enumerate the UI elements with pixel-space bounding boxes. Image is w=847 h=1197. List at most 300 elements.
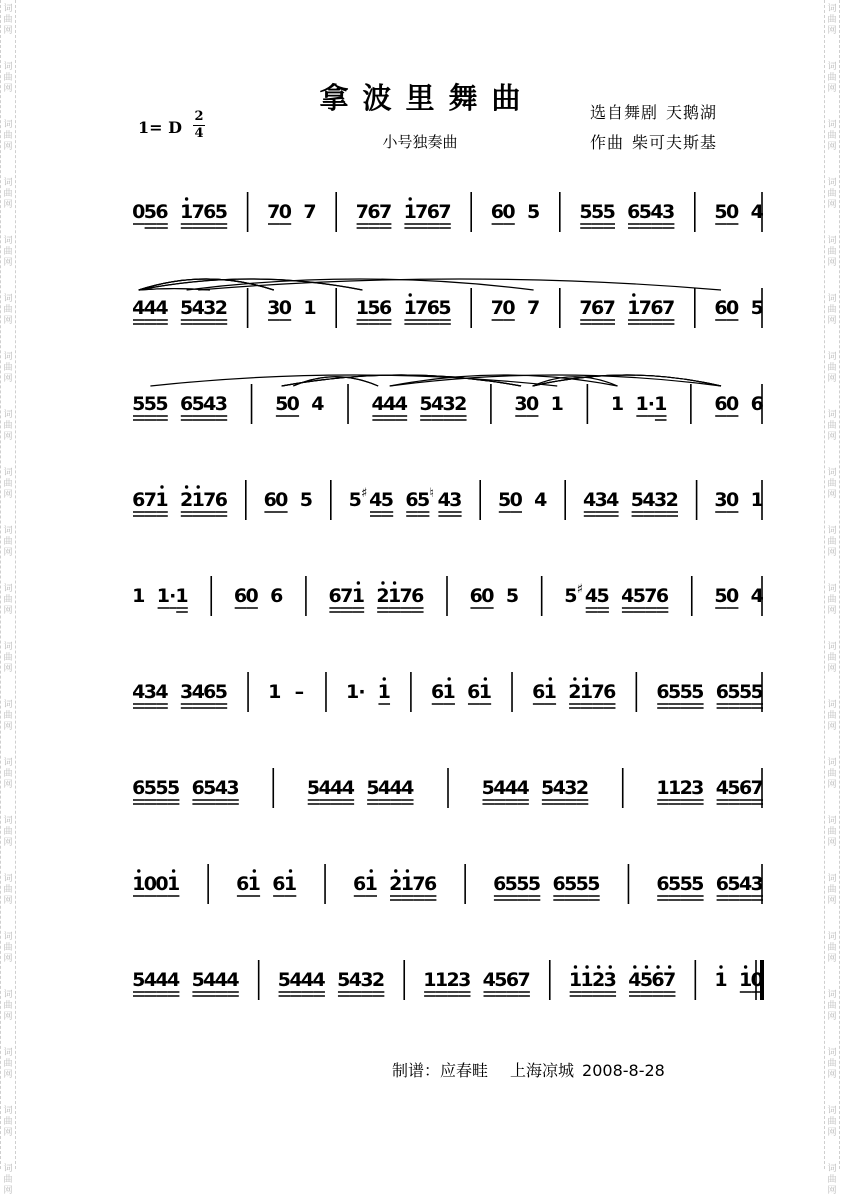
octave-dot — [394, 869, 397, 872]
watermark-text: 词 曲 网 — [3, 1048, 13, 1080]
note: 6 — [203, 681, 217, 703]
note: 1 — [635, 393, 649, 415]
note: 7 — [378, 201, 393, 223]
octave-dot — [406, 869, 409, 872]
note: 7 — [663, 969, 677, 991]
octave-dot — [574, 965, 577, 968]
octave-dot — [447, 677, 450, 680]
note: 6 — [656, 681, 670, 703]
note: 3 — [143, 681, 158, 703]
note: 4 — [389, 777, 403, 799]
note: 6 — [328, 585, 342, 607]
note: 2 — [568, 681, 582, 703]
note: 1 — [155, 489, 169, 511]
watermark-text: 词 曲 网 — [3, 4, 13, 36]
note: 4 — [300, 969, 315, 991]
note: 4 — [311, 393, 325, 415]
note: 1 — [283, 873, 298, 895]
note: 7 — [355, 201, 370, 223]
note: 7 — [267, 201, 281, 223]
note: 4 — [226, 969, 240, 991]
note: 5 — [596, 585, 610, 607]
note: 1 — [175, 585, 189, 607]
note: 6 — [651, 969, 665, 991]
watermark-text: 词 曲 网 — [827, 642, 837, 674]
note: 5 — [575, 873, 589, 895]
note: 6 — [552, 873, 566, 895]
note: 5 — [179, 297, 194, 319]
rest: 0 — [526, 393, 540, 415]
note: 5 — [527, 873, 542, 895]
note: 5 — [587, 873, 601, 895]
rest: 0 — [502, 297, 516, 319]
octave-dot — [656, 965, 659, 968]
watermark-text: 词 曲 网 — [827, 294, 837, 326]
octave-dot — [484, 677, 487, 680]
note: 1 — [568, 969, 583, 991]
note: 4 — [341, 777, 355, 799]
note: 4 — [383, 393, 397, 415]
octave-dot — [549, 677, 552, 680]
note: 1 — [579, 681, 594, 703]
rest: 0 — [725, 489, 740, 511]
note: 6 — [627, 201, 641, 223]
note: 4 — [214, 777, 229, 799]
rest: 0 — [132, 201, 146, 223]
note: 4 — [143, 297, 158, 319]
watermark-text: 词 曲 网 — [827, 990, 837, 1022]
watermark-text: 词 曲 网 — [3, 120, 13, 152]
note: 3 — [179, 681, 194, 703]
note: 2 — [446, 969, 460, 991]
accidental-sharp: ♯ — [576, 582, 584, 597]
note: 4 — [482, 969, 496, 991]
note: 1 — [364, 873, 378, 895]
note: 2 — [454, 393, 468, 415]
watermark-text: 词 曲 网 — [3, 236, 13, 268]
note: 6 — [532, 681, 546, 703]
note: 1 — [132, 585, 146, 607]
note: 1 — [132, 873, 146, 895]
note: 4 — [348, 969, 362, 991]
watermark-text: 词 曲 网 — [827, 120, 837, 152]
note: 5 — [504, 873, 518, 895]
note: 4 — [143, 969, 158, 991]
rest: 0 — [245, 585, 259, 607]
note: 5 — [132, 393, 146, 415]
note: 7 — [644, 585, 658, 607]
note: 7 — [661, 297, 676, 319]
watermark-text: 词 曲 网 — [3, 758, 13, 790]
note: 1 — [714, 969, 728, 991]
note: 3 — [714, 489, 728, 511]
note: 5 — [306, 777, 321, 799]
note: 6 — [272, 873, 286, 895]
note: 1 — [179, 201, 194, 223]
octave-dot — [719, 965, 722, 968]
note: 7 — [591, 681, 605, 703]
note: 4 — [394, 393, 408, 415]
watermark-text: 词 曲 网 — [827, 1106, 837, 1138]
source-value: 天鹅湖 — [666, 103, 718, 122]
note: 1 — [355, 297, 370, 319]
watermark-text: 词 曲 网 — [3, 700, 13, 732]
rest: 0 — [502, 201, 516, 223]
note: 4 — [582, 489, 597, 511]
octave-dot — [585, 677, 588, 680]
note: 5 — [143, 777, 158, 799]
note: 5 — [526, 201, 541, 223]
note: 5 — [497, 489, 512, 511]
note: 2 — [679, 777, 693, 799]
note: 4 — [166, 969, 181, 991]
watermark-text: 词 曲 网 — [827, 874, 837, 906]
note: 5 — [203, 777, 217, 799]
note: 5 — [438, 297, 452, 319]
watermark-text: 词 曲 网 — [3, 410, 13, 442]
note: 5 — [750, 681, 764, 703]
note: 1 — [351, 585, 365, 607]
score-title: 拿波里舞曲 — [319, 81, 535, 115]
note: 5 — [632, 585, 646, 607]
octave-dot — [645, 965, 648, 968]
note: 6 — [715, 681, 730, 703]
octave-dot — [573, 677, 576, 680]
note: 1 — [403, 297, 417, 319]
accidental-natural: ♮ — [429, 486, 435, 501]
rest: 0 — [509, 489, 523, 511]
note: 5 — [638, 201, 653, 223]
watermark-text: 词 曲 网 — [3, 62, 13, 94]
rest: 0 — [143, 873, 158, 895]
note: 1 — [656, 777, 670, 799]
note: 1 — [403, 201, 417, 223]
note: 5 — [691, 681, 705, 703]
note: 4 — [191, 297, 205, 319]
watermark-text: 词 曲 网 — [827, 526, 837, 558]
note: 5 — [667, 681, 682, 703]
note: 1 — [423, 969, 437, 991]
note: 3 — [226, 777, 240, 799]
note: 4 — [371, 393, 385, 415]
note: 4 — [132, 681, 146, 703]
note: 5 — [727, 777, 741, 799]
rest: 0 — [278, 201, 293, 223]
note: 5 — [630, 489, 645, 511]
watermark-text: 词 曲 网 — [3, 990, 13, 1022]
note: 5 — [299, 489, 314, 511]
watermark-text: 词 曲 网 — [827, 700, 837, 732]
slur-arc — [198, 279, 721, 290]
note: 6 — [179, 393, 194, 415]
transcription-credit — [392, 1058, 665, 1081]
note: 7 — [517, 969, 531, 991]
note: 3 — [661, 201, 676, 223]
note: 5 — [348, 489, 362, 511]
dot-mark: · — [358, 681, 366, 703]
note: 7 — [490, 297, 505, 319]
note: 5 — [214, 681, 229, 703]
watermark-text: 词 曲 网 — [3, 178, 13, 210]
note: 1 — [191, 489, 205, 511]
note: 3 — [267, 297, 281, 319]
note: 6 — [467, 681, 481, 703]
note: 3 — [360, 969, 374, 991]
note: 3 — [603, 969, 617, 991]
note: 3 — [594, 489, 608, 511]
note: 3 — [203, 297, 217, 319]
note: 6 — [236, 873, 250, 895]
watermark-text: 词 曲 网 — [3, 526, 13, 558]
note: 6 — [203, 201, 217, 223]
watermark-text: 词 曲 网 — [3, 294, 13, 326]
note: 6 — [714, 297, 728, 319]
octave-dot — [185, 485, 188, 488]
note: 2 — [376, 585, 390, 607]
note: 6 — [378, 297, 393, 319]
octave-dot — [185, 197, 188, 200]
octave-dot — [137, 869, 140, 872]
note: 4 — [214, 969, 229, 991]
note: 6 — [738, 777, 753, 799]
note: 5 — [602, 201, 616, 223]
octave-dot — [160, 485, 163, 488]
note: 5 — [727, 681, 741, 703]
time-signature-top: 2 — [194, 109, 204, 124]
watermark-text: 词 曲 网 — [3, 932, 13, 964]
note: 4 — [155, 297, 169, 319]
note: 6 — [155, 201, 169, 223]
note: 1 — [580, 969, 594, 991]
watermark-text: 词 曲 网 — [827, 584, 837, 616]
note: 7 — [412, 873, 426, 895]
note: 2 — [214, 297, 229, 319]
note: 6 — [191, 777, 205, 799]
note: 5 — [275, 393, 289, 415]
note: 6 — [405, 489, 419, 511]
watermark-text: 词 曲 网 — [827, 4, 837, 36]
note: 4 — [203, 393, 217, 415]
octave-dot — [253, 869, 256, 872]
rest: 0 — [725, 297, 740, 319]
note: 6 — [367, 201, 381, 223]
watermark-text: 词 曲 网 — [3, 468, 13, 500]
note: 1 — [387, 585, 402, 607]
note: 6 — [590, 297, 605, 319]
note: 3 — [750, 873, 764, 895]
watermark-text: 词 曲 网 — [827, 236, 837, 268]
note: 1 — [247, 873, 261, 895]
note: 5 — [505, 585, 520, 607]
note: 2 — [371, 969, 386, 991]
transcriber-name: 应春畦 — [440, 1061, 489, 1080]
note: 5 — [337, 969, 351, 991]
watermark-text: 词 曲 网 — [827, 932, 837, 964]
note: 4 — [401, 777, 415, 799]
note: 4 — [377, 777, 392, 799]
note: 4 — [606, 489, 620, 511]
note: 7 — [750, 777, 764, 799]
note: 5 — [639, 969, 654, 991]
note: 6 — [426, 201, 441, 223]
note: 5 — [679, 681, 693, 703]
note: 3 — [442, 393, 456, 415]
note: 5 — [590, 201, 605, 223]
note: 4 — [516, 777, 530, 799]
dot-mark: · — [647, 393, 656, 415]
note: 6 — [263, 489, 277, 511]
octave-dot — [585, 965, 588, 968]
note: 2 — [665, 489, 679, 511]
note: 4 — [289, 969, 303, 991]
rest: 0 — [750, 969, 764, 991]
octave-dot — [633, 965, 636, 968]
octave-dot — [383, 677, 386, 680]
watermark-text: 词 曲 网 — [827, 410, 837, 442]
note: 3 — [653, 489, 668, 511]
note: 6 — [411, 585, 425, 607]
rest: 0 — [481, 585, 495, 607]
note: 6 — [490, 201, 505, 223]
accidental-sharp: ♯ — [361, 486, 368, 501]
note: 2 — [592, 969, 606, 991]
note: 7 — [526, 297, 541, 319]
note: 5 — [481, 777, 495, 799]
note: 1 — [667, 777, 682, 799]
note: 6 — [132, 777, 146, 799]
note: 2 — [179, 489, 194, 511]
note: 7 — [191, 201, 205, 223]
note: 6 — [352, 873, 367, 895]
octave-dot — [597, 965, 600, 968]
note: 4 — [628, 969, 642, 991]
octave-dot — [289, 869, 292, 872]
dot-mark: · — [169, 585, 177, 607]
note: 7 — [638, 297, 653, 319]
note: 3 — [564, 777, 578, 799]
note: 6 — [656, 873, 670, 895]
rest: 0 — [155, 873, 169, 895]
transcription-place: 上海凉城 — [510, 1061, 575, 1080]
note: 5 — [143, 393, 158, 415]
note: 1 — [346, 681, 360, 703]
note: 1 — [478, 681, 492, 703]
octave-dot — [744, 965, 747, 968]
note: 4 — [642, 489, 656, 511]
note: 5 — [380, 489, 395, 511]
note: 4 — [504, 777, 519, 799]
note: 6 — [715, 873, 730, 895]
octave-dot — [370, 869, 373, 872]
note: 1 — [166, 873, 181, 895]
composer-value: 柴可夫斯基 — [632, 133, 718, 152]
note: 4 — [650, 201, 664, 223]
note: 4 — [330, 777, 344, 799]
watermark-text: 词 曲 网 — [827, 1164, 837, 1196]
note: 4 — [369, 489, 383, 511]
note: 5 — [132, 969, 146, 991]
note: 5 — [714, 585, 728, 607]
note: 5 — [667, 873, 682, 895]
note: 5 — [564, 873, 578, 895]
watermark-text: 词 曲 网 — [3, 584, 13, 616]
octave-dot — [357, 581, 360, 584]
note: 6 — [426, 297, 441, 319]
note: 4 — [493, 777, 507, 799]
note: 6 — [750, 393, 764, 415]
note: 3 — [691, 777, 705, 799]
note: 4 — [155, 681, 169, 703]
note: 5 — [579, 201, 593, 223]
note: 4 — [534, 489, 548, 511]
note: 2 — [389, 873, 403, 895]
octave-dot — [409, 197, 412, 200]
note: 6 — [505, 969, 520, 991]
note: 4 — [584, 585, 599, 607]
watermark-text: 词 曲 网 — [827, 62, 837, 94]
composer-label: 作曲 — [590, 133, 625, 152]
note: 5 — [691, 873, 705, 895]
note: 7 — [399, 585, 413, 607]
octave-dot — [409, 293, 412, 296]
note: 1 — [400, 873, 415, 895]
note: 3 — [449, 489, 463, 511]
note: 4 — [738, 873, 753, 895]
extension-dash: – — [294, 681, 305, 703]
note: 4 — [132, 297, 146, 319]
note: 1 — [442, 681, 456, 703]
watermark-text: 词 曲 网 — [3, 874, 13, 906]
note: 3 — [458, 969, 472, 991]
note: 7 — [415, 297, 429, 319]
rest: 0 — [725, 393, 740, 415]
note: 5 — [738, 681, 753, 703]
note: 6 — [214, 489, 229, 511]
octave-dot — [632, 293, 635, 296]
watermark-text: 词 曲 网 — [827, 1048, 837, 1080]
note: 1 — [654, 393, 668, 415]
note: 6 — [270, 585, 284, 607]
note: 4 — [318, 777, 332, 799]
note: 4 — [621, 585, 635, 607]
note: 5 — [679, 873, 693, 895]
note: 1 — [543, 681, 557, 703]
note: 6 — [650, 297, 664, 319]
note: 6 — [469, 585, 483, 607]
rest: 0 — [725, 585, 740, 607]
note: 4 — [715, 777, 730, 799]
transcriber-label: 制谱： — [392, 1061, 441, 1080]
note: 1 — [627, 297, 641, 319]
note: 1 — [434, 969, 449, 991]
note: 6 — [233, 585, 248, 607]
note: 6 — [493, 873, 507, 895]
note: 5 — [155, 393, 169, 415]
note: 3 — [214, 393, 229, 415]
octave-dot — [172, 869, 175, 872]
watermark-text: 词 曲 网 — [3, 1164, 13, 1196]
octave-dot — [381, 581, 384, 584]
note: 5 — [564, 585, 578, 607]
note: 7 — [415, 201, 429, 223]
watermark-text: 词 曲 网 — [827, 352, 837, 384]
key-signature: 1= D — [138, 118, 182, 137]
note: 1 — [738, 969, 753, 991]
note: 5 — [714, 201, 728, 223]
watermark-text: 词 曲 网 — [3, 816, 13, 848]
note: 6 — [430, 681, 445, 703]
note: 4 — [312, 969, 326, 991]
